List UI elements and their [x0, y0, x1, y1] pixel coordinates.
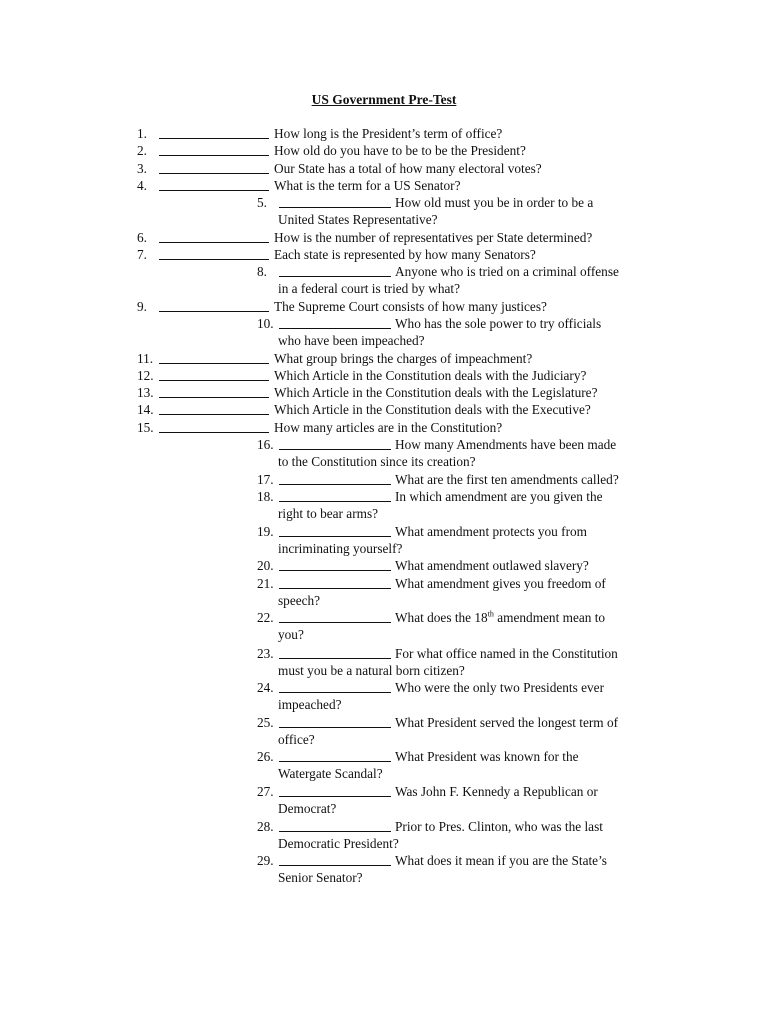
answer-blank[interactable] [279, 575, 391, 589]
question-text: Which Article in the Constitution deals with the Executive? [274, 402, 591, 417]
question-number: 3. [137, 161, 147, 176]
question-number: 17. [257, 472, 274, 487]
question-text: What does it mean if you are the State’s [395, 853, 607, 868]
answer-blank[interactable] [279, 748, 391, 762]
question-text [395, 609, 605, 626]
question-text: The Supreme Court consists of how many justices? [274, 299, 547, 314]
question-text: How is the number of representatives per State determined? [274, 230, 593, 245]
question-number: 22. [257, 610, 274, 625]
question-text: Which Article in the Constitution deals with the Legislature? [274, 385, 598, 400]
question-text: Was John F. Kennedy a Republican or [395, 784, 598, 799]
question-number: 2. [137, 143, 147, 158]
answer-blank[interactable] [279, 714, 391, 728]
question-text: Who were the only two Presidents ever [395, 680, 604, 695]
question-text: Our State has a total of how many electoral votes? [274, 161, 542, 176]
question-text: What President served the longest term of [395, 715, 619, 730]
answer-blank[interactable] [279, 645, 391, 659]
question-text-continued: impeached? [278, 697, 342, 713]
ordinal-suffix: th [487, 609, 494, 619]
question-number: 15. [137, 420, 154, 435]
answer-blank[interactable] [159, 350, 269, 364]
answer-blank[interactable] [279, 436, 391, 450]
question-text-continued: you? [278, 627, 304, 643]
question-number: 5. [257, 195, 267, 210]
question-text: What amendment outlawed slavery? [395, 558, 589, 573]
question-text: How long is the President’s term of office? [274, 126, 503, 141]
page-title: US Government Pre-Test [311, 92, 457, 107]
question-number: 13. [137, 385, 154, 400]
question-text: Prior to Pres. Clinton, who was the last [395, 819, 603, 834]
question-text-continued: who have been impeached? [278, 333, 425, 349]
question-text-continued: incriminating yourself? [278, 541, 403, 557]
question-text: How old do you have to be to be the President? [274, 143, 526, 158]
question-number: 1. [137, 126, 147, 141]
question-number: 6. [137, 230, 147, 245]
question-text-continued: to the Constitution since its creation? [278, 454, 476, 470]
question-number: 8. [257, 264, 267, 279]
question-text-continued: right to bear arms? [278, 506, 379, 522]
question-text: Which Article in the Constitution deals with the Judiciary? [274, 368, 587, 383]
question-text-continued: office? [278, 732, 315, 748]
question-number: 12. [137, 368, 154, 383]
answer-blank[interactable] [279, 557, 391, 571]
answer-blank[interactable] [279, 263, 391, 277]
question-number: 27. [257, 784, 274, 799]
question-text: How old must you be in order to be a [395, 195, 594, 210]
question-text: How many Amendments have been made [395, 437, 617, 452]
answer-blank[interactable] [279, 852, 391, 866]
question-text-continued: Senior Senator? [278, 870, 363, 886]
question-text: How many articles are in the Constitution? [274, 420, 503, 435]
answer-blank[interactable] [159, 229, 269, 243]
answer-blank[interactable] [279, 679, 391, 693]
question-number: 29. [257, 853, 274, 868]
question-text: What group brings the charges of impeachment? [274, 351, 533, 366]
question-text-continued: United States Representative? [278, 212, 438, 228]
answer-blank[interactable] [159, 384, 269, 398]
answer-blank[interactable] [279, 783, 391, 797]
question-text-continued: in a federal court is tried by what? [278, 281, 461, 297]
answer-blank[interactable] [159, 246, 269, 260]
question-text-part: amendment mean to [493, 610, 606, 625]
question-text-continued: Democratic President? [278, 836, 399, 852]
answer-blank[interactable] [159, 419, 269, 433]
answer-blank[interactable] [159, 367, 269, 381]
answer-blank[interactable] [159, 160, 269, 174]
question-number: 23. [257, 646, 274, 661]
question-number: 21. [257, 576, 274, 591]
question-text: What President was known for the [395, 749, 579, 764]
answer-blank[interactable] [279, 609, 391, 623]
question-number: 4. [137, 178, 147, 193]
question-number: 10. [257, 316, 274, 331]
answer-blank[interactable] [279, 315, 391, 329]
question-text: What is the term for a US Senator? [274, 178, 461, 193]
question-text: What amendment protects you from [395, 524, 588, 539]
answer-blank[interactable] [279, 488, 391, 502]
question-number: 24. [257, 680, 274, 695]
answer-blank[interactable] [279, 471, 391, 485]
question-text-continued: Watergate Scandal? [278, 766, 383, 782]
answer-blank[interactable] [279, 523, 391, 537]
question-number: 14. [137, 402, 154, 417]
question-number: 20. [257, 558, 274, 573]
question-number: 26. [257, 749, 274, 764]
question-number: 16. [257, 437, 274, 452]
answer-blank[interactable] [159, 177, 269, 191]
question-number: 19. [257, 524, 274, 539]
question-number: 7. [137, 247, 147, 262]
question-text: Who has the sole power to try officials [395, 316, 602, 331]
question-number: 28. [257, 819, 274, 834]
question-text-continued: must you be a natural born citizen? [278, 663, 465, 679]
question-text-part: What does the 18 [395, 610, 488, 625]
answer-blank[interactable] [159, 125, 269, 139]
question-number: 9. [137, 299, 147, 314]
answer-blank[interactable] [279, 818, 391, 832]
answer-blank[interactable] [159, 142, 269, 156]
answer-blank[interactable] [159, 298, 269, 312]
question-text: For what office named in the Constitution [395, 646, 618, 661]
question-text-continued: speech? [278, 593, 321, 609]
answer-blank[interactable] [279, 194, 391, 208]
question-text-continued: Democrat? [278, 801, 337, 817]
answer-blank[interactable] [159, 401, 269, 415]
question-text: What amendment gives you freedom of [395, 576, 606, 591]
question-text: In which amendment are you given the [395, 489, 603, 504]
question-number: 18. [257, 489, 274, 504]
question-number: 25. [257, 715, 274, 730]
question-text: Anyone who is tried on a criminal offense [395, 264, 619, 279]
question-number: 11. [137, 351, 154, 366]
question-text: Each state is represented by how many Senators? [274, 247, 536, 262]
question-text: What are the first ten amendments called? [395, 472, 619, 487]
